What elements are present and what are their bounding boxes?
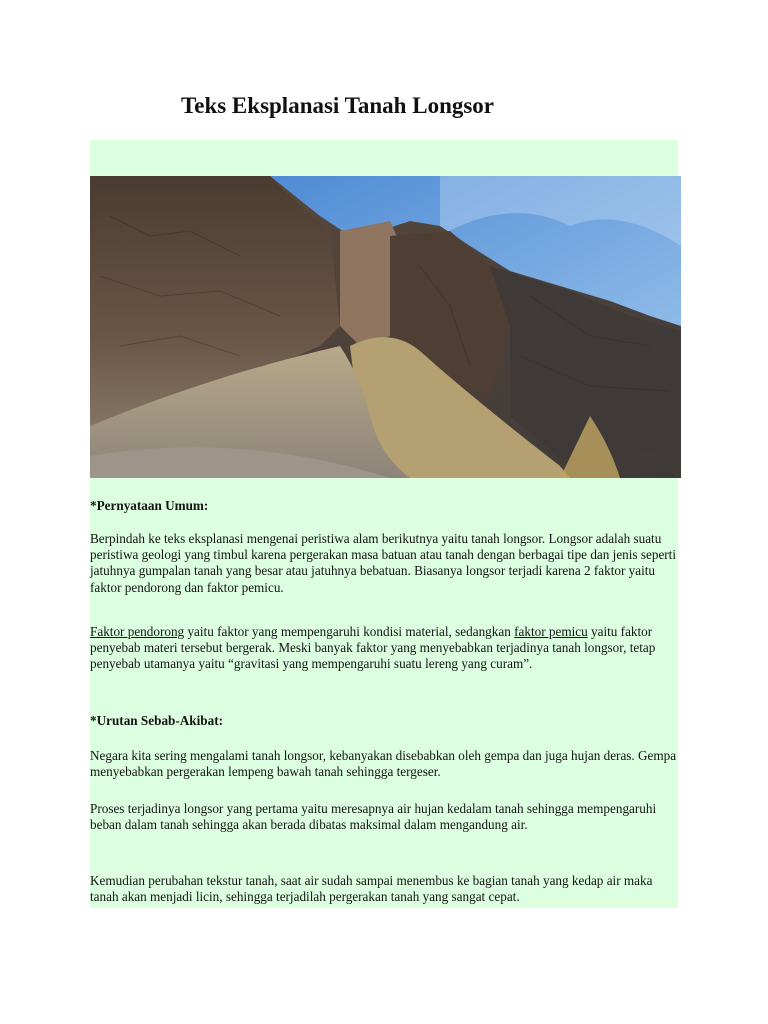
document-title: Teks Eksplanasi Tanah Longsor: [181, 93, 495, 118]
paragraph-factors-text-2: yaitu faktor penyebab materi tersebut bergerak. Meski banyak faktor yang menyebabkan terjadinya tanah longsor, tetap penyebab utamanya yaitu “gravitasi yang mempengaruhi suatu lereng yang curam”.: [90, 624, 656, 672]
paragraph-process-1: Proses terjadinya longsor yang pertama yaitu meresapnya air hujan kedalam tanah sehingga mempengaruhi beban dalam tanah sehingga akan berada dibatas maksimal dalam mengandung air.: [90, 801, 657, 833]
paragraph-definition: Berpindah ke teks eksplanasi mengenai peristiwa alam berikutnya yaitu tanah longsor. Longsor adalah suatu peristiwa geologi yang timbul karena pergerakan masa batuan atau tanah dengan berbagai tipe dan jenis seperti jatuhnya gumpalan tanah yang besar atau jatuhnya bebatuan. Biasanya longsor terjadi karena 2 faktor yaitu faktor pendorong dan faktor pemicu.: [90, 531, 677, 595]
paragraph-factors: [90, 624, 682, 673]
paragraph-causes: Negara kita sering mengalami tanah longsor, kebanyakan disebabkan oleh gempa dan juga hujan deras. Gempa menyebabkan pergerakan lempeng bawah tanah sehingga tergeser.: [90, 748, 677, 780]
term-faktor-pendorong: Faktor pendorong: [90, 624, 185, 639]
paragraph-factors-text-1: yaitu faktor yang mempengaruhi kondisi material, sedangkan: [184, 624, 515, 639]
cause-effect-heading: *Urutan Sebab-Akibat:: [90, 713, 223, 728]
term-faktor-pemicu: faktor pemicu: [514, 624, 588, 639]
paragraph-process-2: Kemudian perubahan tekstur tanah, saat air sudah sampai menembus ke bagian tanah yang kedap air maka tanah akan menjadi licin, sehingga terjadilah pergerakan tanah yang sangat cepat.: [90, 873, 653, 905]
landslide-cliff-photo: [90, 176, 681, 478]
general-statement-heading: *Pernyataan Umum:: [90, 498, 209, 513]
